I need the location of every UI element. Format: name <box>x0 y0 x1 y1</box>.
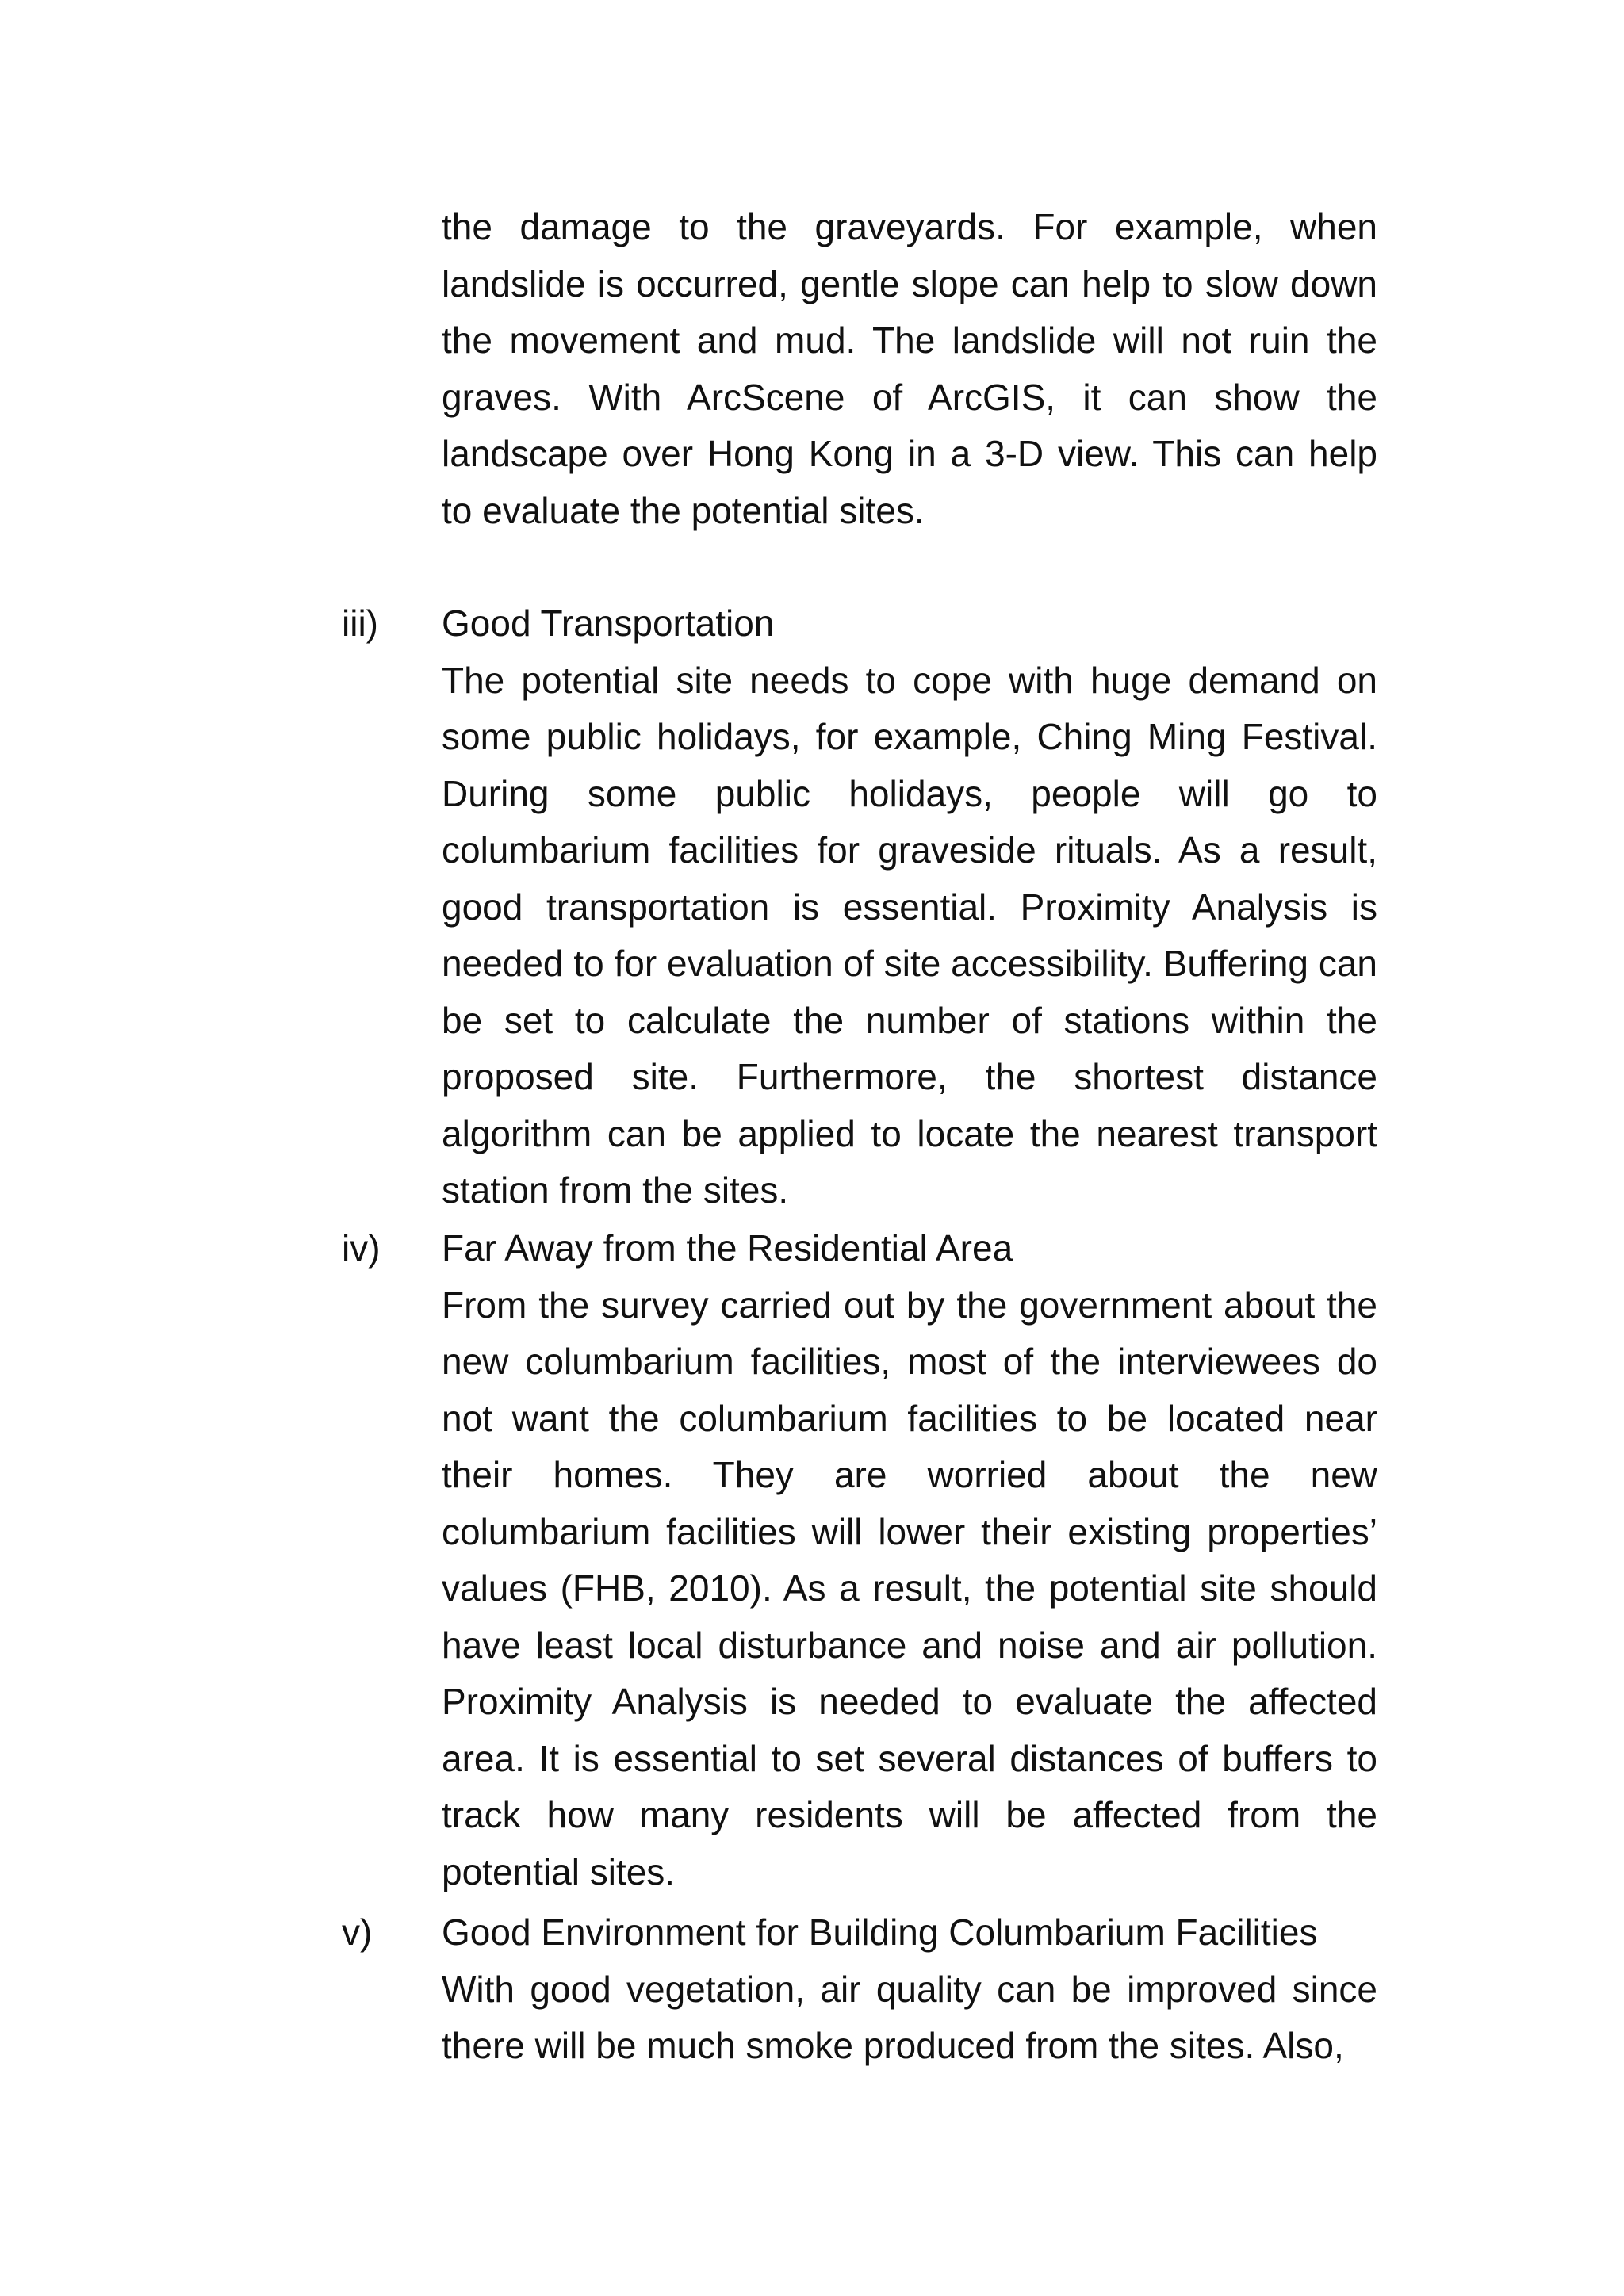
section-heading: Good Transportation <box>442 603 775 644</box>
section-marker: iv) <box>342 1227 381 1269</box>
section-marker: iii) <box>342 603 378 644</box>
section-body: With good vegetation, air quality can be improved since there will be much smoke produced from the sites. Also, <box>442 1968 1377 2066</box>
section-heading: Good Environment for Building Columbarium Facilities <box>442 1911 1318 1953</box>
section-heading: Far Away from the Residential Area <box>442 1227 1013 1269</box>
intro-paragraph: the damage to the graveyards. For example, when landslide is occurred, gentle slope can help to slow down the movement and mud. The landslide will not ruin the graves. With ArcScene of ArcGIS, it can show the landscape over Hong Kong in a 3-D view. This can help to evaluate the potential sites. <box>442 206 1377 531</box>
section-body: The potential site needs to cope with huge demand on some public holidays, for example, Ching Ming Festival. During some public holidays, people will go to columbarium facilities for graveside rituals. As a result, good transportation is essential. Proximity Analysis is needed to for evaluation of site accessibility. Buffering can be set to calculate the number of stations within the proposed site. Furthermore, the shortest distance algorithm can be applied to locate the nearest transport station from the sites. <box>442 659 1377 1211</box>
section-marker: v) <box>342 1911 373 1953</box>
section-body: From the survey carried out by the government about the new columbarium facilities, most of the interviewees do not want the columbarium facilities to be located near their homes. They are worried about the new columbarium facilities will lower their existing properties’ values (FHB, 2010). As a result, the potential site should have least local disturbance and noise and air pollution. Proximity Analysis is needed to evaluate the affected area. It is essential to set several distances of buffers to track how many residents will be affected from the potential sites. <box>442 1284 1377 1892</box>
